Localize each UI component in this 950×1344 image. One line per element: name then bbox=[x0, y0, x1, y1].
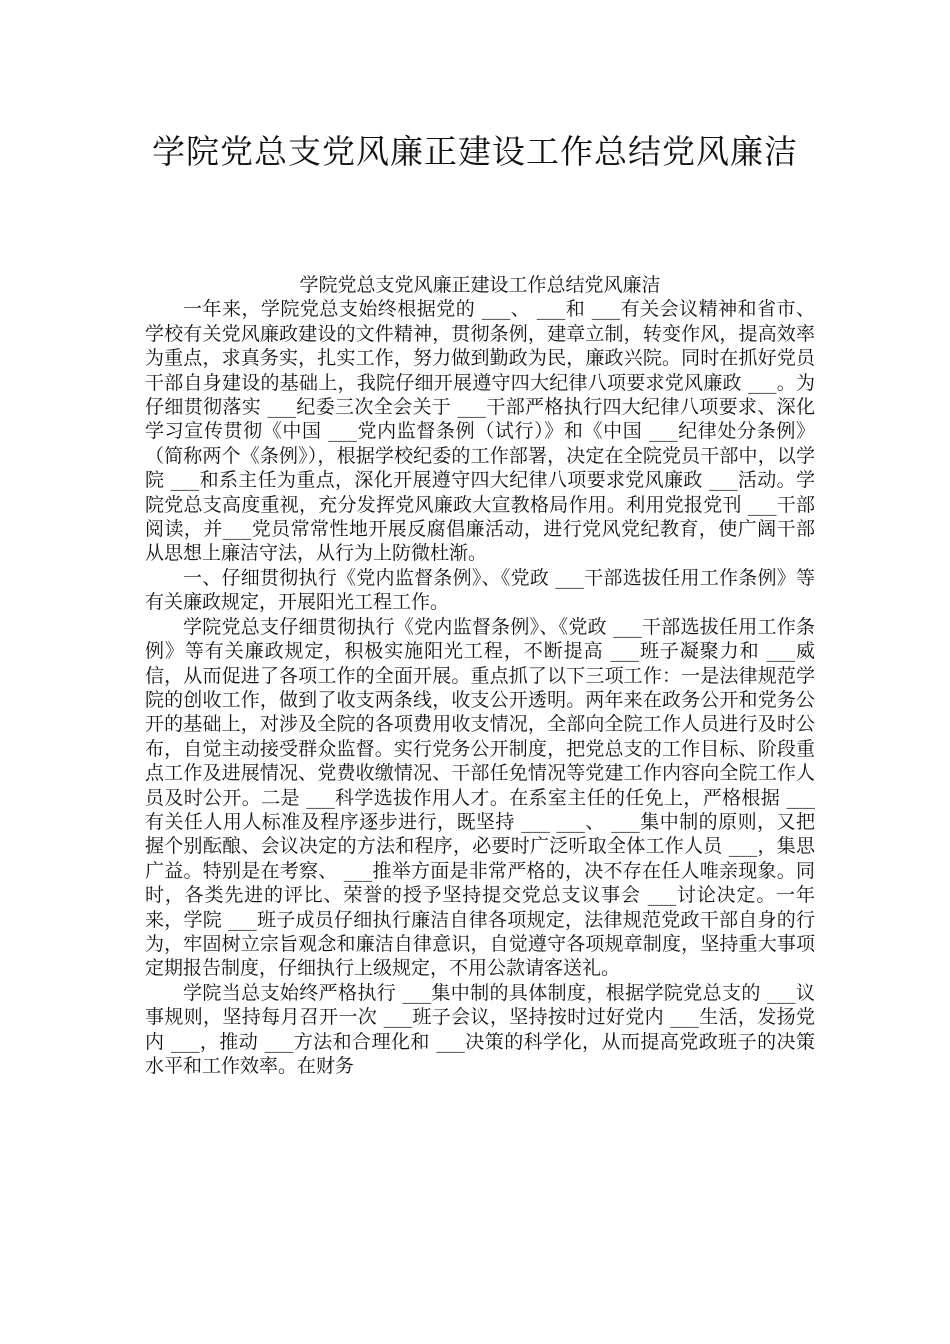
paragraph-intro: 一年来，学院党总支始终根据党的 ___、 ___和 ___有关会议精神和省市、学校有关党风廉政建设的文件精神，贯彻条例，建章立制，转变作风，提高效率为重点，求真务实，扎实工作，努力做到勤政为民，廉政兴院。同时在抓好党员干部自身建设的基础上，我院仔细开展遵守四大纪律八项要求党风廉政 ___。为仔细贯彻落实 ___纪委三次全会关于 ___干部严格执行四大纪律八项要求、深化学习宣传贯彻《中国 ___党内监督条例（试行）》和《中国 ___纪律处分条例》（简称两个《条例》），根据学校纪委的工作部署，决定在全院党员干部中，以学院 ___和系主任为重点，深化开展遵守四大纪律八项要求党风廉政 ___活动。学院党总支高度重视，充分发挥党风廉政大宣教格局作用。利用党报党刊 ___干部阅读，并___党员常常性地开展反腐倡廉活动，进行党风党纪教育，使广阔干部从思想上廉洁守法，从行为上防微杜渐。 bbox=[145, 298, 815, 565]
paragraph-section-heading: 一、仔细贯彻执行《党内监督条例》、《党政 ___干部选拔任用工作条例》等有关廉政规定，开展阳光工程工作。 bbox=[145, 566, 815, 614]
paragraph-sunshine-project: 学院党总支仔细贯彻执行《党内监督条例》、《党政 ___干部选拔任用工作条例》等有关廉政规定，积极实施阳光工程，不断提高 ___班子凝聚力和 ___威信，从而促进了各项工作的全面开展。重点抓了以下三项工作：一是法律规范学院的创收工作，做到了收支两条线，收支公开透明。两年来在政务公开和党务公开的基础上，对涉及全院的各项费用收支情况，全部向全院工作人员进行及时公布，自觉主动接受群众监督。实行党务公开制度，把党总支的工作目标、阶段重点工作及进展情况、党费收缴情况、干部任免情况等党建工作内容向全院工作人员及时公开。二是 ___科学选拔作用人才。在系室主任的任免上，严格根据 ___有关任人用人标准及程序逐步进行，既坚持 ___ ___、 ___集中制的原则，又把握个别酝酿、会议决定的方法和程序，必要时广泛听取全体工作人员 ___，集思广益。特别是在考察、 ___推举方面是非常严格的，决不存在任人唯亲现象。同时，各类先进的评比、荣誉的授予坚持提交党总支议事会 ___讨论决定。一年来，学院 ___班子成员仔细执行廉洁自律各项规定，法律规范党政干部自身的行为，牢固树立宗旨观念和廉洁自律意识，自觉遵守各项规章制度，坚持重大事项定期报告制度，仔细执行上级规定，不用公款请客送礼。 bbox=[145, 615, 815, 980]
paragraph-democratic-centralism: 学院当总支始终严格执行 ___集中制的具体制度，根据学院党总支的 ___议事规则，坚持每月召开一次 ___班子会议，坚持按时过好党内 ___生活，发扬党内 ___，推动 ___方法和合理化和 ___决策的科学化，从而提高党政班子的决策水平和工作效率。在财务 bbox=[145, 981, 815, 1077]
document-subtitle: 学院党总支党风廉正建设工作总结党风廉洁 bbox=[299, 274, 661, 296]
document-title: 学院党总支党风廉正建设工作总结党风廉洁 bbox=[152, 132, 798, 171]
document-body bbox=[145, 273, 815, 1078]
